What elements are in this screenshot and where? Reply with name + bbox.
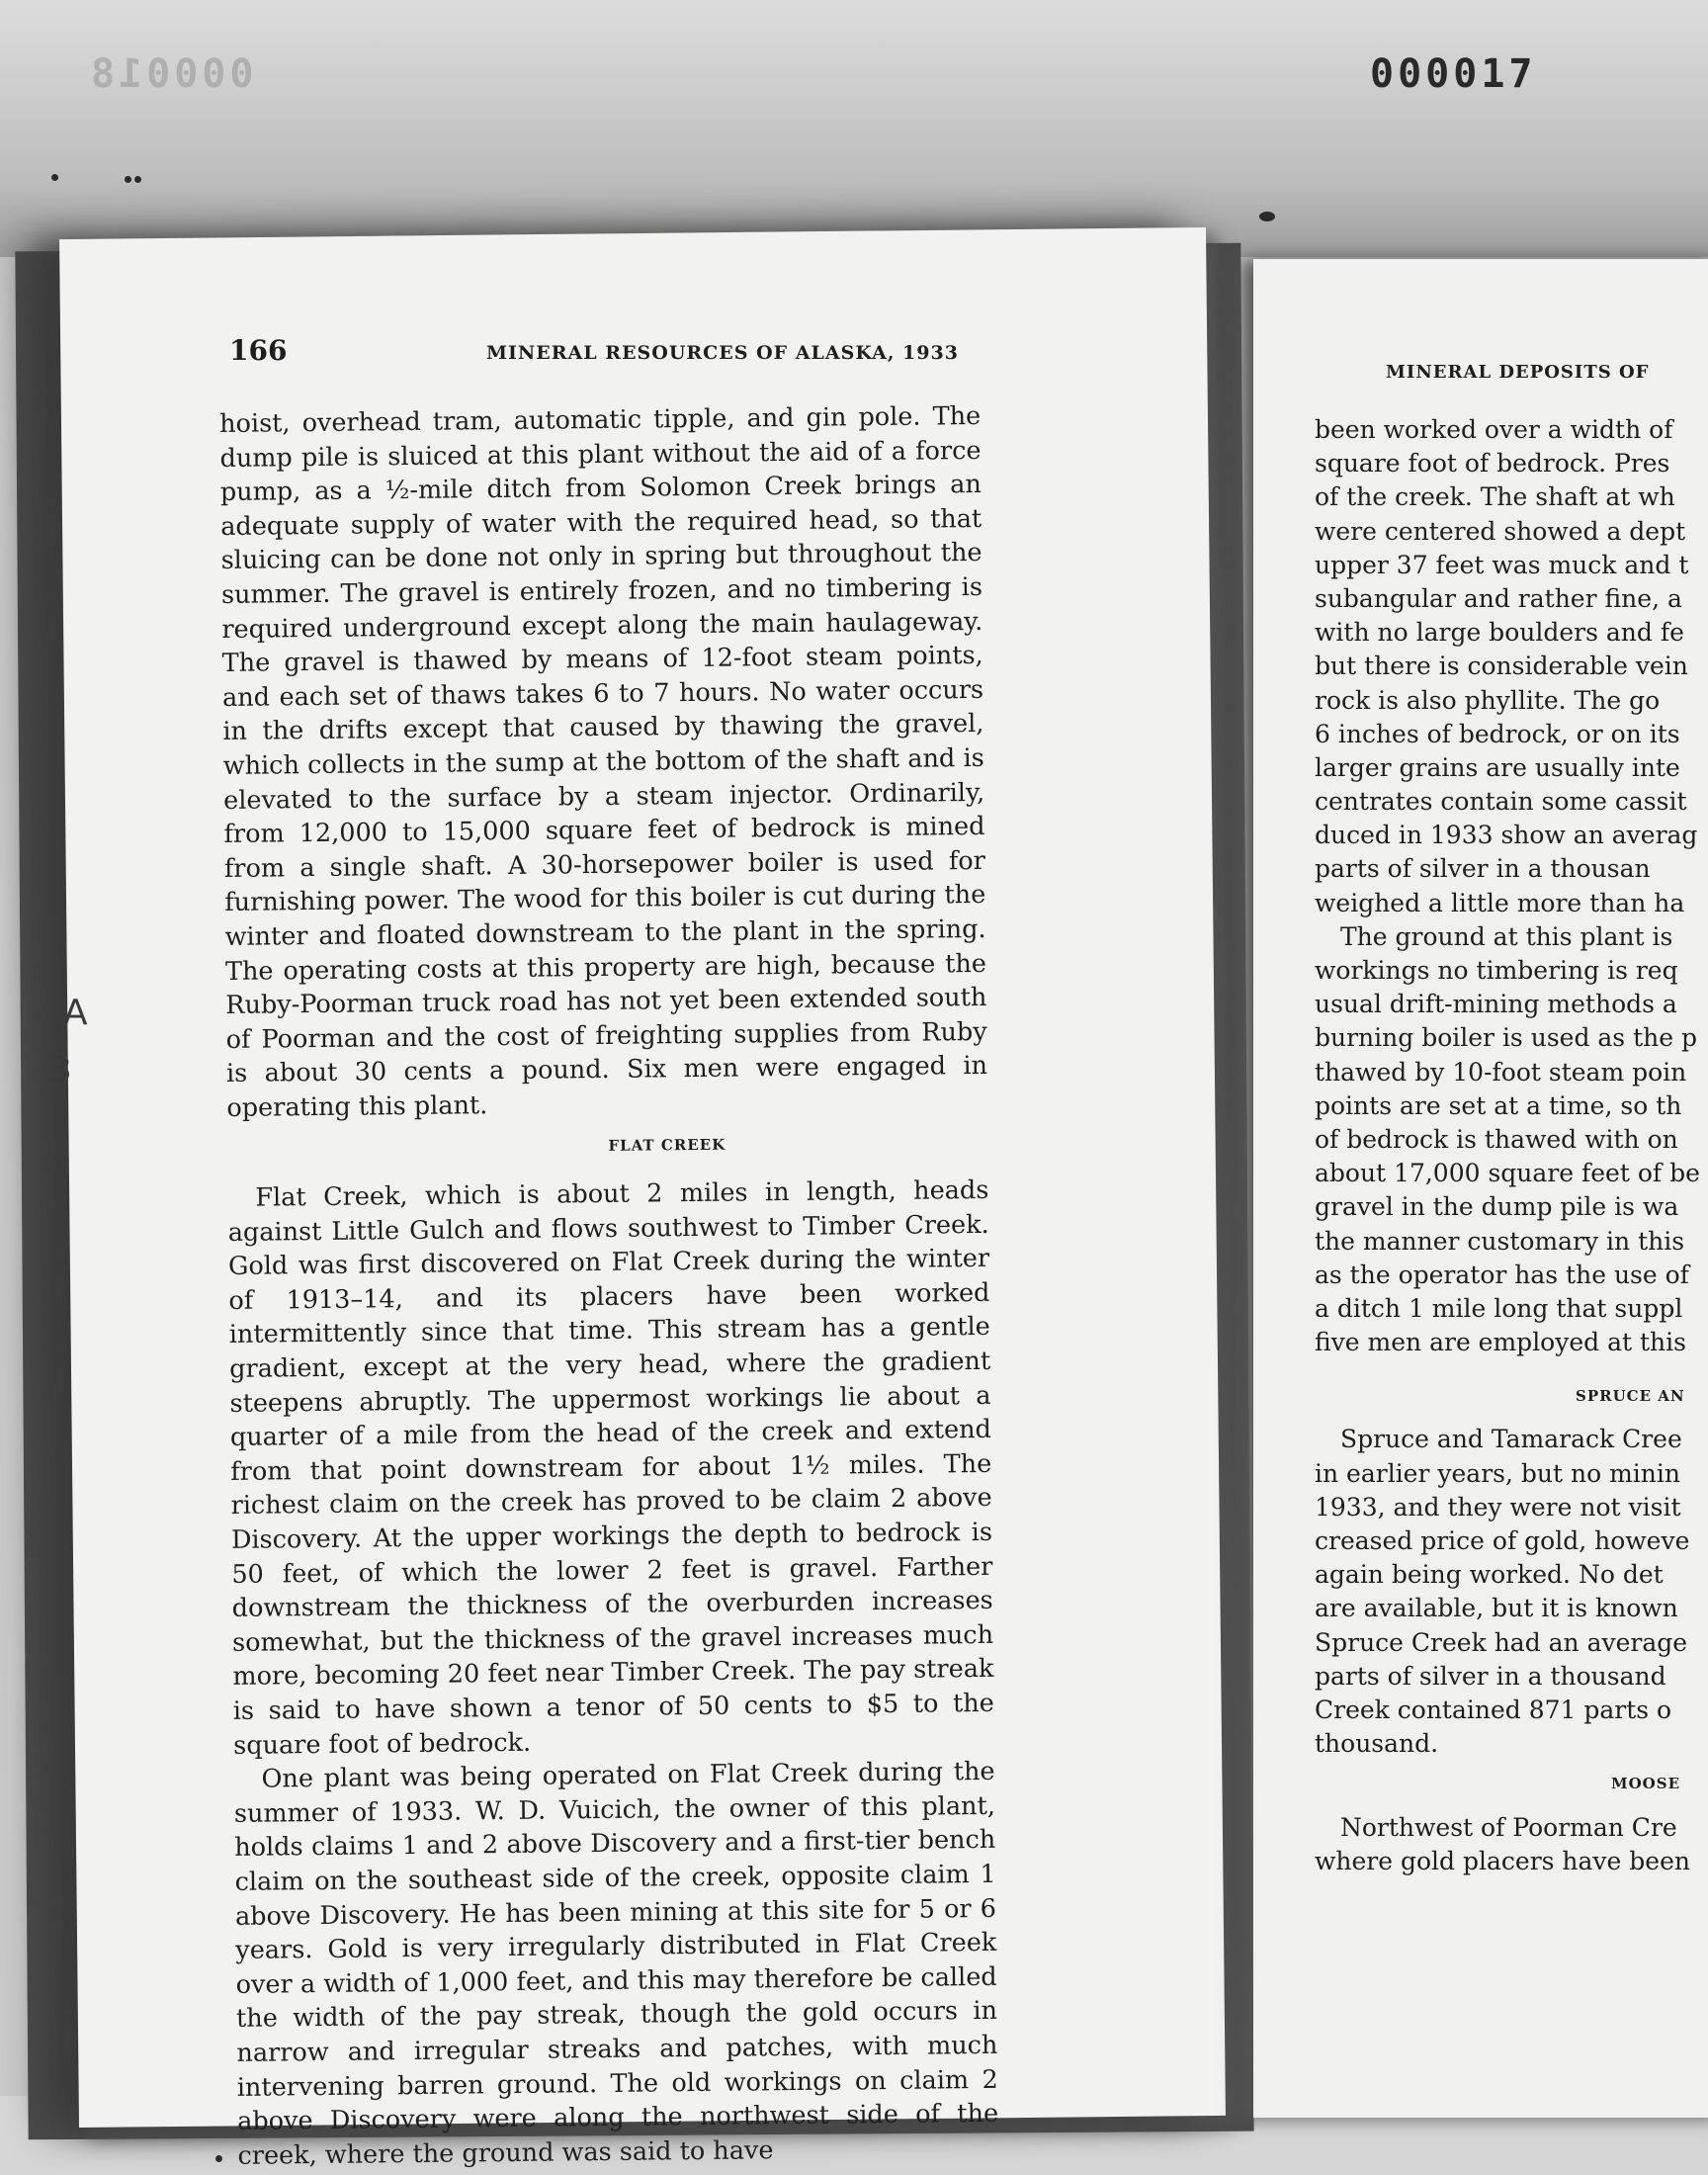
margin-mark: A — [63, 993, 88, 1033]
paragraph: Flat Creek, which is about 2 miles in length, heads against Little Gulch and flows southwest to Timber Creek. Gold was first discovered on Flat Creek during the winter of 1913–14, and its placers have been worked intermittently since that time. This stream has a gentle gradient, except at the very head, where the gradient steepens abruptly. The uppermost workings lie about a quarter of a mile from the head of the creek and extend from that point downstream for about 1½ miles. The richest claim on the creek has proved to be claim 2 above Discovery. At the upper workings the depth to bedrock is 50 feet, of which the lower 2 feet is gravel. Farther downstream the thickness of the overburden increases somewhat, but the thickness of the gravel increases much more, becoming 20 feet near Timber Creek. The pay streak is said to have shown a tenor of 50 cents to $5 to the square foot of bedrock. — [227, 1174, 994, 1761]
text-line: a ditch 1 mile long that suppl — [1315, 1293, 1683, 1323]
page-number: 166 — [229, 334, 288, 367]
scan-speck — [1259, 212, 1275, 221]
bates-stamp-mirrored: 000018 — [87, 51, 254, 97]
bates-stamp: 000017 — [1370, 51, 1537, 97]
text-line: centrates contain some cassit — [1315, 787, 1687, 817]
text-line: Northwest of Poorman Cre — [1340, 1812, 1677, 1842]
text-line: 1933, and they were not visit — [1315, 1492, 1681, 1522]
text-line: burning boiler is used as the p — [1315, 1023, 1697, 1053]
running-head — [229, 334, 1030, 374]
text-line: 6 inches of bedrock, or on its — [1315, 719, 1680, 748]
text-line: square foot of bedrock. Pres — [1315, 449, 1670, 478]
right-text-block-c — [1315, 1811, 1708, 1878]
scan-speck — [215, 2155, 222, 2162]
text-line: where gold placers have been — [1315, 1846, 1690, 1875]
margin-mark: 3 — [49, 1050, 72, 1090]
scan-top-background — [0, 0, 1708, 257]
text-line: of the creek. The shaft at wh — [1315, 482, 1675, 512]
scan-speck — [125, 176, 131, 183]
paragraph: One plant was being operated on Flat Creek during the summer of 1933. W. D. Vuicich, the owner of this plant, holds claims 1 and 2 above Discovery and a first-tier bench claim on the southeast side of the creek, opposite claim 1 above Discovery. He has been mining at this site for 5 or 6 years. Gold is very irregularly distributed in Flat Creek over a width of 1,000 feet, and this may therefore be called the width of the pay streak, though the gold occurs in narrow and irregular streaks and patches, with much intervening barren ground. The old workings on claim 2 above Discovery were along the northwest side of the creek, where the ground was said to have — [233, 1757, 999, 2171]
text-line: were centered showed a dept — [1315, 516, 1686, 546]
text-line: been worked over a width of — [1315, 415, 1673, 444]
text-line: as the operator has the use of — [1315, 1260, 1689, 1289]
text-line: rock is also phyllite. The go — [1315, 685, 1661, 715]
text-line: Spruce and Tamarack Cree — [1340, 1425, 1682, 1454]
text-line: about 17,000 square feet of be — [1315, 1159, 1700, 1188]
paragraph: hoist, overhead tram, automatic tipple, and gin pole. The dump pile is sluiced at this plant without the aid of a force pump, as a ½-mile ditch from Solomon Creek brings an adequate supply of water with the required head, so that sluicing can be done not only in spring but throughout the summer. The gravel is entirely frozen, and no timbering is required underground except along the main haulageway. The gravel is thawed by means of 12-foot steam points, and each set of thaws takes 6 to 7 hours. No water occurs in the drifts except that caused by thawing the gravel, which collects in the sump at the bottom of the shaft and is elevated to the surface by a steam injector. Ordinarily, from 12,000 to 15,000 square feet of bedrock is mined from a single shaft. A 30-horsepower boiler is used for furnishing power. The wood for this boiler is cut during the winter and floated downstream to the plant in the spring. The operating costs at this property are high, because the Ruby-Poorman truck road has not yet been extended south of Poorman and the cost of freighting supplies from Ruby is about 30 cents a pound. Six men were engaged in operating this plant. — [219, 400, 988, 1123]
text-line: Creek contained 871 parts o — [1315, 1695, 1672, 1724]
text-line: creased price of gold, howeve — [1315, 1526, 1690, 1555]
text-line: subangular and rather fine, a — [1315, 583, 1682, 613]
text-line: parts of silver in a thousand — [1315, 1661, 1666, 1691]
text-line: larger grains are usually inte — [1315, 752, 1680, 782]
text-line: but there is considerable vein — [1315, 652, 1688, 681]
text-line: thousand. — [1315, 1729, 1439, 1759]
text-line: the manner customary in this — [1315, 1226, 1685, 1256]
scan-speck — [134, 176, 141, 183]
running-title: MINERAL RESOURCES OF ALASKA, 1933 — [486, 342, 959, 364]
section-heading: FLAT CREEK — [608, 1136, 726, 1156]
text-line: thawed by 10-foot steam poin — [1315, 1057, 1687, 1087]
scan-speck — [51, 174, 58, 181]
right-text-block-a — [1315, 413, 1708, 1359]
text-line: gravel in the dump pile is wa — [1315, 1192, 1679, 1222]
text-line: are available, but it is known — [1315, 1594, 1678, 1623]
text-line: with no large boulders and fe — [1315, 618, 1684, 648]
text-line: in earlier years, but no minin — [1315, 1458, 1680, 1488]
text-line: workings no timbering is req — [1315, 956, 1678, 985]
right-text-column — [1315, 413, 1708, 1878]
text-line: usual drift-mining methods a — [1315, 990, 1677, 1019]
text-line: five men are employed at this — [1315, 1328, 1686, 1357]
text-line: points are set at a time, so th — [1315, 1090, 1682, 1120]
left-text-column — [219, 399, 999, 2173]
text-line: of bedrock is thawed with on — [1315, 1124, 1678, 1154]
text-line: upper 37 feet was muck and t — [1315, 550, 1689, 579]
text-line: The ground at this plant is — [1340, 921, 1673, 951]
text-line: duced in 1933 show an averag — [1315, 821, 1698, 850]
section-heading: SPRUCE AN — [1576, 1387, 1685, 1406]
text-line: again being worked. No det — [1315, 1560, 1664, 1590]
text-line: Spruce Creek had an average — [1315, 1627, 1688, 1657]
right-running-title: MINERAL DEPOSITS OF — [1386, 362, 1650, 383]
text-line: weighed a little more than ha — [1315, 888, 1685, 917]
text-line: parts of silver in a thousan — [1315, 854, 1651, 884]
right-text-block-b — [1315, 1423, 1708, 1761]
section-heading: MOOSE — [1611, 1775, 1681, 1793]
